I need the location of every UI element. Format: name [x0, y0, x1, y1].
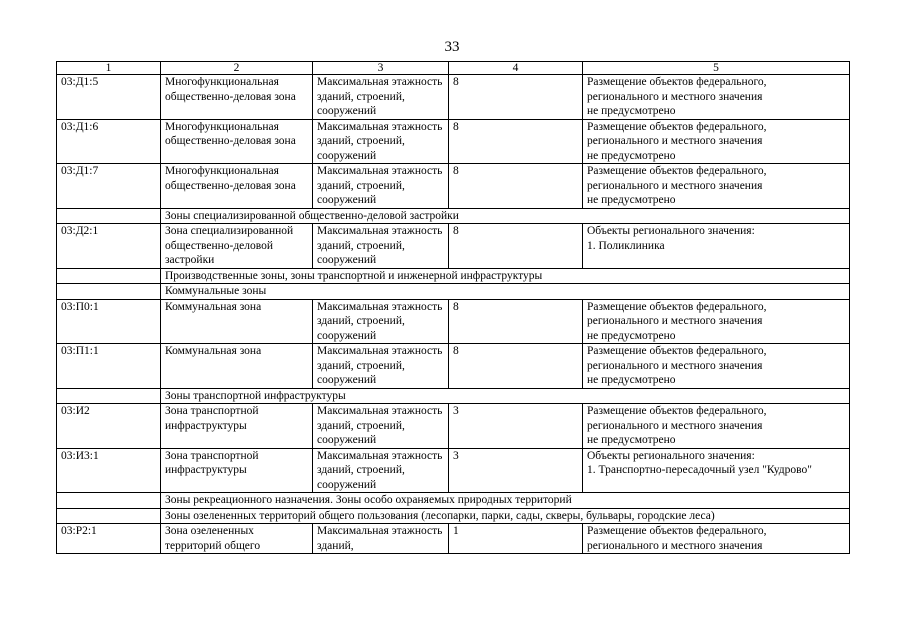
- planned-objects-line: Размещение объектов федерального,: [587, 120, 767, 133]
- planned-objects-line: Размещение объектов федерального,: [587, 345, 767, 357]
- planned-objects-line: не предусмотрено: [587, 374, 676, 386]
- table-row: [57, 224, 850, 269]
- planned-objects-line: регионального и местного значения: [587, 419, 763, 432]
- planned-objects-cell: [583, 119, 850, 164]
- planned-objects-line: регионального и местного значения: [587, 539, 763, 552]
- section-row: [57, 284, 850, 300]
- section-row: [57, 508, 850, 524]
- planned-objects-line: не предусмотрено: [587, 194, 676, 206]
- zone-name-cell: Многофункциональная общественно-деловая зона: [161, 75, 313, 120]
- section-spacer-cell: [57, 493, 161, 509]
- value-cell: 3: [449, 448, 583, 493]
- planned-objects-line: Объекты регионального значения:: [587, 225, 755, 237]
- table-row: [57, 75, 850, 120]
- planned-objects-line: Размещение объектов федерального,: [587, 165, 767, 177]
- parameter-cell: Максимальная этажность зданий, строений, сооружений: [313, 164, 449, 209]
- value-cell: 3: [449, 404, 583, 449]
- planned-objects-line: регионального и местного значения: [587, 90, 763, 103]
- table-row: [57, 524, 850, 554]
- zone-name-cell: Зона транспортной инфраструктуры: [161, 404, 313, 449]
- planned-objects-line: регионального и местного значения: [587, 135, 763, 147]
- section-row: [57, 208, 850, 224]
- section-title: Зоны транспортной инфраструктуры: [161, 388, 850, 404]
- parameter-cell: Максимальная этажность зданий, строений, сооружений: [313, 75, 449, 120]
- section-row: [57, 268, 850, 284]
- parameter-cell: Максимальная этажность зданий, строений, сооружений: [313, 404, 449, 449]
- zone-name-cell: Коммунальная зона: [161, 344, 313, 389]
- planned-objects-line: регионального и местного значения: [587, 315, 763, 327]
- page-number: 33: [444, 39, 460, 55]
- section-row: [57, 388, 850, 404]
- parameter-cell: Максимальная этажность зданий, строений, сооружений: [313, 448, 449, 493]
- planned-objects-line: Размещение объектов федерального,: [587, 300, 767, 313]
- section-row: [57, 493, 850, 509]
- parameter-cell: Максимальная этажность зданий, строений, сооружений: [313, 119, 449, 164]
- planned-objects-line: не предусмотрено: [587, 149, 676, 162]
- column-header-2: 2: [161, 62, 313, 75]
- zone-code-cell: 03:Д1:5: [57, 75, 161, 120]
- planned-objects-cell: [583, 344, 850, 389]
- zone-name-cell: Многофункциональная общественно-деловая зона: [161, 164, 313, 209]
- planned-objects-cell: [583, 299, 850, 344]
- column-header-4: 4: [449, 62, 583, 75]
- planned-objects-cell: [583, 164, 850, 209]
- planned-objects-cell: [583, 75, 850, 120]
- planned-objects-line: не предусмотрено: [587, 105, 676, 117]
- planned-objects-cell: [583, 224, 850, 269]
- zone-code-cell: 03:Д1:7: [57, 164, 161, 209]
- section-title: Зоны озелененных территорий общего пользования (лесопарки, парки, сады, скверы, бульвары, городские леса): [161, 508, 850, 524]
- zone-name-cell: Зона специализированной общественно-деловой застройки: [161, 224, 313, 269]
- column-header-5: 5: [583, 62, 850, 75]
- parameter-cell: Максимальная этажность зданий, строений, сооружений: [313, 344, 449, 389]
- table-row: [57, 299, 850, 344]
- zone-code-cell: 03:П1:1: [57, 344, 161, 389]
- table-row: [57, 404, 850, 449]
- zone-code-cell: 03:Д1:6: [57, 119, 161, 164]
- value-cell: 8: [449, 119, 583, 164]
- section-spacer-cell: [57, 508, 161, 524]
- value-cell: 1: [449, 524, 583, 554]
- section-spacer-cell: [57, 208, 161, 224]
- section-title: Зоны рекреационного назначения. Зоны особо охраняемых природных территорий: [161, 493, 850, 509]
- planned-objects-line: регионального и местного значения: [587, 359, 763, 372]
- section-title: Зоны специализированной общественно-деловой застройки: [161, 208, 850, 224]
- zones-table: [56, 61, 850, 554]
- section-spacer-cell: [57, 284, 161, 300]
- planned-objects-line: регионального и местного значения: [587, 179, 763, 192]
- planned-objects-line: не предусмотрено: [587, 329, 676, 342]
- zone-code-cell: 03:П0:1: [57, 299, 161, 344]
- table-row: [57, 119, 850, 164]
- table-body: [57, 75, 850, 554]
- section-spacer-cell: [57, 268, 161, 284]
- table-row: [57, 164, 850, 209]
- table-header-row: [57, 62, 850, 75]
- planned-objects-line: Объекты регионального значения:: [587, 449, 755, 462]
- section-spacer-cell: [57, 388, 161, 404]
- zone-name-cell: Зона транспортной инфраструктуры: [161, 448, 313, 493]
- column-header-3: 3: [313, 62, 449, 75]
- planned-objects-cell: [583, 404, 850, 449]
- planned-objects-line: Размещение объектов федерального,: [587, 405, 767, 417]
- section-title: Производственные зоны, зоны транспортной и инженерной инфраструктуры: [161, 268, 850, 284]
- zone-name-cell: Многофункциональная общественно-деловая зона: [161, 119, 313, 164]
- planned-objects-line: Размещение объектов федерального,: [587, 76, 767, 88]
- parameter-cell: Максимальная этажность зданий, строений, сооружений: [313, 299, 449, 344]
- value-cell: 8: [449, 224, 583, 269]
- zone-name-cell: Коммунальная зона: [161, 299, 313, 344]
- value-cell: 8: [449, 164, 583, 209]
- value-cell: 8: [449, 299, 583, 344]
- parameter-cell: Максимальная этажность зданий, строений, сооружений: [313, 224, 449, 269]
- table-row: [57, 344, 850, 389]
- value-cell: 8: [449, 75, 583, 120]
- zone-code-cell: 03:И3:1: [57, 448, 161, 493]
- planned-objects-cell: [583, 524, 850, 554]
- planned-objects-line: 1. Поликлиника: [587, 239, 665, 252]
- zone-name-cell: Зона озелененных территорий общего: [161, 524, 313, 554]
- value-cell: 8: [449, 344, 583, 389]
- zone-code-cell: 03:Р2:1: [57, 524, 161, 554]
- planned-objects-cell: [583, 448, 850, 493]
- planned-objects-line: Размещение объектов федерального,: [587, 525, 767, 537]
- planned-objects-line: не предусмотрено: [587, 434, 676, 446]
- zone-code-cell: 03:И2: [57, 404, 161, 449]
- zone-code-cell: 03:Д2:1: [57, 224, 161, 269]
- table-row: [57, 448, 850, 493]
- section-title: Коммунальные зоны: [161, 284, 850, 300]
- column-header-1: 1: [57, 62, 161, 75]
- planned-objects-line: 1. Транспортно-пересадочный узел "Кудрово": [587, 464, 812, 476]
- parameter-cell: Максимальная этажность зданий,: [313, 524, 449, 554]
